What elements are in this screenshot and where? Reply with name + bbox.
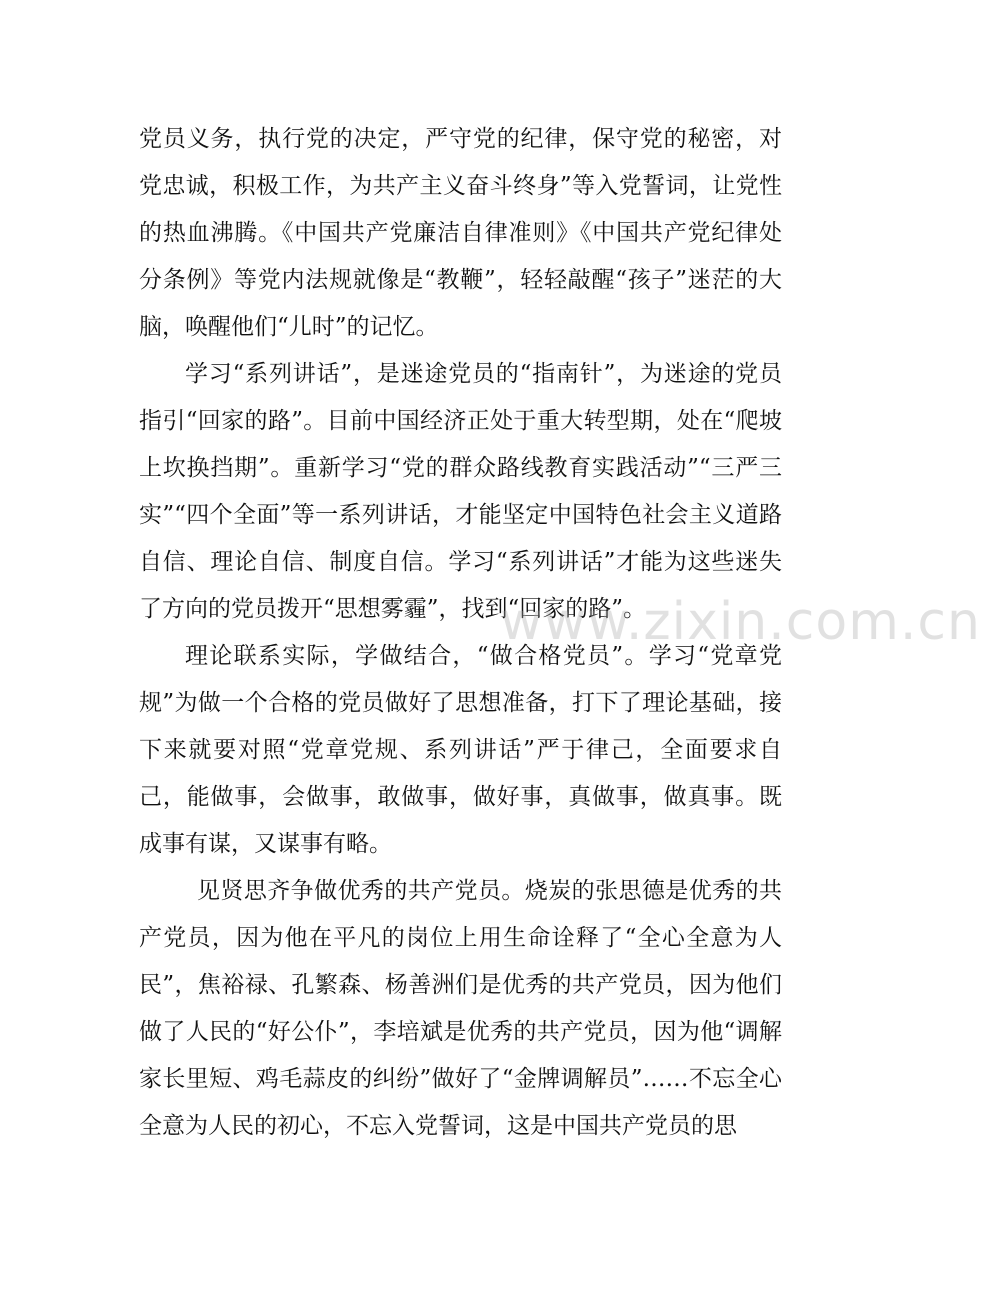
watermark: www.zixin.com.cn — [500, 592, 981, 652]
document-body — [139, 116, 782, 1150]
paragraph-1: 党员义务，执行党的决定，严守党的纪律，保守党的秘密，对党忠诚，积极工作，为共产主义奋斗终身”等入党誓词，让党性的热血沸腾。《中国共产党廉洁自律准则》《中国共产党纪律处分条例》等党内法规就像是“教鞭”，轻轻敲醒“孩子”迷茫的大脑，唤醒他们“儿时”的记忆。 — [139, 126, 782, 340]
paragraph-2: 学习“系列讲话”，是迷途党员的“指南针”，为迷途的党员指引“回家的路”。目前中国经济正处于重大转型期，处在“爬坡上坎换挡期”。重新学习“党的群众路线教育实践活动”“三严三实”“四个全面”等一系列讲话，才能坚定中国特色社会主义道路自信、理论自信、制度自信。学习“系列讲话”才能为这些迷失了方向的党员拨开“思想雾霾”，找到“回家的路”。 — [139, 361, 782, 622]
paragraph-4: 见贤思齐争做优秀的共产党员。烧炭的张思德是优秀的共产党员，因为他在平凡的岗位上用生命诠释了“全心全意为人民”，焦裕禄、孔繁森、杨善洲们是优秀的共产党员，因为他们做了人民的“好公仆”，李培斌是优秀的共产党员，因为他“调解家长里短、鸡毛蒜皮的纠纷”做好了“金牌调解员”……不忘全心全意为人民的初心，不忘入党誓词，这是中国共产党员的思 — [139, 878, 782, 1139]
paragraph-3: 理论联系实际，学做结合，“做合格党员”。学习“党章党规”为做一个合格的党员做好了思想准备，打下了理论基础，接下来就要对照“党章党规、系列讲话”严于律己，全面要求自己，能做事，会做事，敢做事，做好事，真做事，做真事。既成事有谋，又谋事有略。 — [139, 643, 782, 857]
